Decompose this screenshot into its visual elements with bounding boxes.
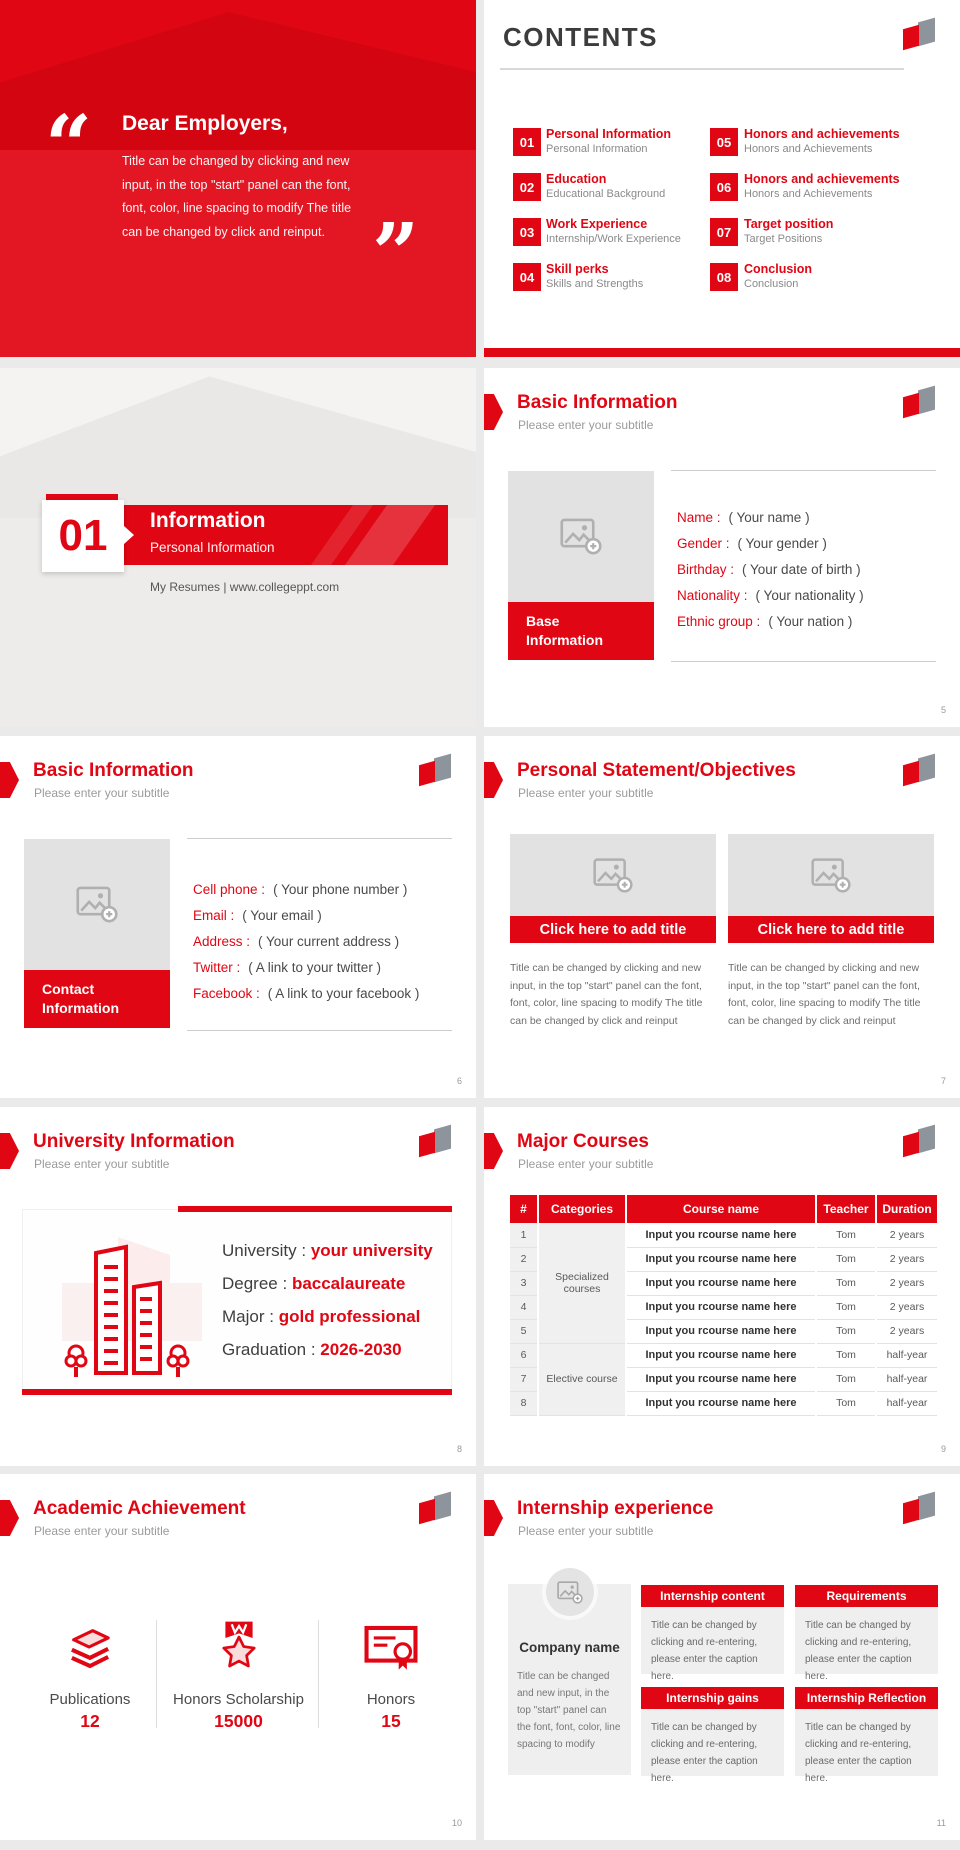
image-placeholder-icon [593, 858, 633, 893]
page-title: Personal Statement/Objectives [517, 760, 796, 781]
page-subtitle: Please enter your subtitle [518, 786, 654, 800]
page-subtitle: Please enter your subtitle [518, 1157, 654, 1171]
divider-top [187, 838, 452, 839]
contents-item-num: 03 [513, 218, 541, 246]
brand-logo-icon [898, 1125, 944, 1161]
field-label: Cell phone : [193, 881, 266, 897]
field-label: Email : [193, 907, 235, 923]
stat-label: Honors [366, 1691, 416, 1708]
contents-item[interactable] [744, 172, 900, 201]
contents-item-title: Skill perks [546, 262, 609, 276]
quote-body: Title can be changed by clicking and new input, in the top "start" panel can the font, font, color, line spacing to modify The title can be changed by click and reinput. [122, 154, 352, 239]
cell-course: Input you rcourse name here [626, 1271, 816, 1295]
contents-item[interactable] [546, 172, 665, 201]
stat-publications [14, 1618, 166, 1732]
field-label: Graduation : [222, 1340, 316, 1359]
slide-internship-experience[interactable] [484, 1474, 960, 1840]
page-subtitle: Please enter your subtitle [518, 1524, 654, 1538]
cell-num: 7 [510, 1367, 538, 1391]
company-caption: Title can be changed and new input, in the top "start" panel can the font, font, color, line spacing to modify [517, 1671, 621, 1750]
page-subtitle: Please enter your subtitle [34, 1524, 170, 1538]
divider-bottom [671, 661, 936, 662]
field-row [677, 530, 864, 556]
contents-item-title: Honors and achievements [744, 127, 900, 141]
cell-teacher: Tom [816, 1223, 876, 1247]
contact-information-label: Contact Information [42, 981, 119, 1016]
divider-top [671, 470, 936, 471]
contents-item[interactable] [744, 127, 900, 156]
contents-title: CONTENTS [503, 22, 658, 52]
logo-grey-flag [918, 1125, 935, 1154]
contents-item-num: 06 [710, 173, 738, 201]
contents-item-num: 01 [513, 128, 541, 156]
contents-item-title: Work Experience [546, 217, 648, 231]
field-value: ( Your name ) [728, 509, 810, 525]
field-label: Gender : [677, 535, 730, 551]
contents-item-title: Honors and achievements [744, 172, 900, 186]
page-number: 10 [451, 1818, 462, 1828]
slide-academic-achievement[interactable] [0, 1474, 476, 1840]
internship-box-body: Title can be changed by clicking and re-entering, please enter the caption here. [795, 1709, 938, 1776]
contents-item-num: 05 [710, 128, 738, 156]
contact-information-box [24, 970, 170, 1028]
section-number: 01 [58, 511, 108, 560]
courses-table [510, 1195, 939, 1416]
field-label: Birthday : [677, 561, 735, 577]
logo-red-flag [903, 1132, 919, 1158]
logo-red-flag [419, 1132, 435, 1158]
logo-red-flag [903, 1499, 919, 1525]
logo-grey-flag [434, 1125, 451, 1154]
card-body-text: Title can be changed by clicking and new input, in the top "start" panel can the font, font, color, line spacing to modify The title can be changed by click and reinput [510, 962, 703, 1027]
contents-item-sub: Conclusion [744, 278, 799, 290]
cell-course: Input you rcourse name here [626, 1319, 816, 1343]
cell-duration: half-year [876, 1391, 938, 1415]
field-value: ( A link to your facebook ) [267, 985, 420, 1001]
field-value: ( Your nationality ) [755, 587, 864, 603]
internship-box-title: Internship content [641, 1585, 784, 1607]
stat-value: 15 [381, 1711, 401, 1731]
title-arrow-icon [484, 394, 503, 430]
logo-red-flag [903, 393, 919, 419]
stat-divider [318, 1620, 319, 1728]
cell-course: Input you rcourse name here [626, 1295, 816, 1319]
contents-item-sub: Internship/Work Experience [546, 233, 681, 245]
logo-grey-flag [434, 754, 451, 783]
logo-grey-flag [918, 754, 935, 783]
contents-item-num: 07 [710, 218, 738, 246]
quote-heading: Dear Employers, [122, 112, 288, 135]
field-label: Name : [677, 509, 721, 525]
field-value: ( Your email ) [242, 907, 322, 923]
field-row [677, 608, 864, 634]
field-row [222, 1307, 433, 1340]
brand-logo-icon [898, 1492, 944, 1528]
slide-quote[interactable] [0, 0, 476, 357]
col-header: Course name [626, 1195, 816, 1223]
image-placeholder-icon [560, 518, 602, 555]
photo-placeholder[interactable] [728, 834, 934, 916]
page-title: Basic Information [33, 760, 194, 781]
cell-duration: half-year [876, 1343, 938, 1367]
cell-duration: 2 years [876, 1319, 938, 1343]
section-subtitle: Personal Information [150, 540, 275, 555]
basic-fields [677, 504, 864, 634]
field-row [222, 1241, 433, 1274]
field-value: gold professional [278, 1307, 421, 1326]
cell-teacher: Tom [816, 1247, 876, 1271]
internship-box-body: Title can be changed by clicking and re-entering, please enter the caption here. [641, 1607, 784, 1674]
title-arrow-icon [484, 762, 503, 798]
field-value: 2026-2030 [320, 1340, 402, 1359]
field-row [677, 504, 864, 530]
cell-num: 8 [510, 1391, 538, 1415]
field-row [222, 1340, 433, 1373]
page-number: 11 [936, 1818, 946, 1828]
table-row [510, 1343, 938, 1367]
table-row [510, 1223, 938, 1247]
field-label: Ethnic group : [677, 613, 761, 629]
title-arrow-icon [0, 1133, 19, 1169]
divider-bottom [187, 1030, 452, 1031]
contents-item-num: 08 [710, 263, 738, 291]
contents-item-title: Education [546, 172, 607, 186]
cell-teacher: Tom [816, 1367, 876, 1391]
photo-placeholder[interactable] [508, 471, 654, 602]
cell-num: 4 [510, 1295, 538, 1319]
slide-basic-information[interactable] [484, 368, 960, 727]
cell-teacher: Tom [816, 1343, 876, 1367]
title-arrow-icon [484, 1500, 503, 1536]
stat-divider [156, 1620, 157, 1728]
brand-logo-icon [414, 1125, 460, 1161]
field-row [677, 582, 864, 608]
contents-item[interactable] [546, 262, 643, 291]
contents-item-num: 02 [513, 173, 541, 201]
cell-teacher: Tom [816, 1271, 876, 1295]
field-value: baccalaureate [291, 1274, 406, 1293]
internship-box-body: Title can be changed by clicking and re-entering, please enter the caption here. [641, 1709, 784, 1776]
stat-label: Honors Scholarship [173, 1691, 304, 1708]
contents-item-num: 04 [513, 263, 541, 291]
field-row [193, 876, 419, 902]
slide-personal-statement[interactable] [484, 736, 960, 1098]
medal-icon [210, 1618, 268, 1676]
statement-card[interactable] [510, 834, 716, 1030]
cell-course: Input you rcourse name here [626, 1223, 816, 1247]
contents-item-sub: Honors and Achievements [744, 188, 873, 200]
page-number: 5 [940, 705, 946, 715]
page-title: University Information [33, 1131, 235, 1152]
section-credit: My Resumes | www.collegeppt.com [150, 580, 340, 594]
contents-item-sub: Honors and Achievements [744, 143, 873, 155]
contents-item-title: Target position [744, 217, 834, 231]
col-header: Teacher [816, 1195, 876, 1223]
cell-num: 3 [510, 1271, 538, 1295]
field-label: Twitter : [193, 959, 241, 975]
field-value: your university [310, 1241, 433, 1260]
page-title: Academic Achievement [33, 1498, 246, 1519]
cell-course: Input you rcourse name here [626, 1391, 816, 1415]
cell-category: Elective course [538, 1343, 626, 1415]
title-arrow-icon [484, 1133, 503, 1169]
image-placeholder-icon [557, 1581, 583, 1604]
col-header: # [510, 1195, 538, 1223]
page-title: Basic Information [517, 392, 678, 413]
stat-value: 15000 [214, 1711, 263, 1731]
contents-item-title: Personal Information [546, 127, 672, 141]
contents-item[interactable] [744, 217, 833, 246]
logo-red-flag [419, 1499, 435, 1525]
field-value: ( Your current address ) [258, 933, 400, 949]
title-divider [500, 68, 904, 70]
company-avatar[interactable] [546, 1568, 594, 1616]
cell-teacher: Tom [816, 1391, 876, 1415]
field-row [193, 980, 419, 1006]
cell-num: 1 [510, 1223, 538, 1247]
cell-num: 6 [510, 1343, 538, 1367]
cell-duration: 2 years [876, 1271, 938, 1295]
photo-placeholder[interactable] [510, 834, 716, 916]
cell-teacher: Tom [816, 1319, 876, 1343]
page-title: Internship experience [517, 1498, 714, 1519]
field-label: Degree : [222, 1274, 288, 1293]
cell-duration: half-year [876, 1367, 938, 1391]
contents-item[interactable] [546, 217, 681, 246]
brand-logo-icon [898, 386, 944, 422]
logo-grey-flag [918, 386, 935, 415]
section-notch [124, 526, 134, 544]
page-subtitle: Please enter your subtitle [34, 1157, 170, 1171]
logo-red-flag [903, 761, 919, 787]
image-placeholder-icon [76, 886, 118, 923]
internship-box-body: Title can be changed by clicking and re-entering, please enter the caption here. [795, 1607, 938, 1674]
contents-footer-bar [484, 348, 960, 357]
cell-teacher: Tom [816, 1295, 876, 1319]
slide-contents[interactable] [484, 0, 960, 357]
logo-grey-flag [918, 18, 935, 47]
table-header-row [510, 1195, 938, 1223]
base-information-label: Base Information [526, 613, 603, 648]
page-number: 8 [456, 1444, 462, 1454]
page-number: 7 [940, 1076, 946, 1086]
internship-box-title: Requirements [795, 1585, 938, 1607]
title-arrow-icon [0, 762, 19, 798]
cell-duration: 2 years [876, 1247, 938, 1271]
field-value: ( A link to your twitter ) [248, 959, 382, 975]
col-header: Categories [538, 1195, 626, 1223]
brand-logo-icon [414, 1492, 460, 1528]
base-information-box [508, 602, 654, 660]
page-subtitle: Please enter your subtitle [34, 786, 170, 800]
stat-value: 12 [80, 1711, 100, 1731]
page-number: 9 [940, 1444, 946, 1454]
field-row [222, 1274, 433, 1307]
slide-section-01[interactable] [0, 368, 476, 727]
stat-label: Publications [49, 1691, 131, 1708]
card-title-bar[interactable]: Click here to add title [510, 916, 716, 943]
cell-num: 5 [510, 1319, 538, 1343]
certificate-icon [362, 1618, 420, 1676]
logo-grey-flag [918, 1492, 935, 1521]
quote-close-mark: ” [372, 218, 420, 278]
field-row [193, 902, 419, 928]
stat-honors-scholarship [160, 1618, 317, 1732]
field-value: ( Your phone number ) [273, 881, 408, 897]
slide-contact-information[interactable] [0, 736, 476, 1098]
cell-course: Input you rcourse name here [626, 1367, 816, 1391]
cell-course: Input you rcourse name here [626, 1247, 816, 1271]
section-title: Information [150, 509, 266, 532]
page-title: Major Courses [517, 1131, 649, 1152]
field-label: Major : [222, 1307, 274, 1326]
field-row [193, 928, 419, 954]
field-row [193, 954, 419, 980]
contents-item-title: Conclusion [744, 262, 813, 276]
title-arrow-icon [0, 1500, 19, 1536]
internship-box-title: Internship gains [641, 1687, 784, 1709]
logo-grey-flag [434, 1492, 451, 1521]
card-body-text: Title can be changed by clicking and new input, in the top "start" panel can the font, font, color, line spacing to modify The title can be changed by click and reinput [728, 962, 921, 1027]
brand-logo-icon [898, 18, 944, 54]
page-subtitle: Please enter your subtitle [518, 418, 654, 432]
statement-card[interactable] [728, 834, 934, 1030]
contents-item-sub: Educational Background [546, 188, 666, 200]
card-title-bar[interactable]: Click here to add title [728, 916, 934, 943]
cell-num: 2 [510, 1247, 538, 1271]
page-number: 6 [456, 1076, 462, 1086]
slide-major-courses[interactable] [484, 1107, 960, 1466]
contents-item[interactable] [744, 262, 812, 291]
field-label: University : [222, 1241, 307, 1260]
contents-item-sub: Personal Information [546, 143, 648, 155]
logo-red-flag [419, 761, 435, 787]
logo-red-flag [903, 25, 919, 51]
cell-duration: 2 years [876, 1295, 938, 1319]
image-placeholder-icon [811, 858, 851, 893]
field-label: Facebook : [193, 985, 260, 1001]
contents-item-sub: Target Positions [744, 233, 823, 245]
field-label: Address : [193, 933, 251, 949]
field-value: ( Your nation ) [768, 613, 853, 629]
field-label: Nationality : [677, 587, 748, 603]
quote-open-mark: “ [45, 110, 93, 170]
cell-course: Input you rcourse name here [626, 1343, 816, 1367]
field-value: ( Your gender ) [737, 535, 827, 551]
internship-box-title: Internship Reflection [795, 1687, 938, 1709]
brand-logo-icon [414, 754, 460, 790]
photo-placeholder[interactable] [24, 839, 170, 970]
stat-honors [322, 1618, 460, 1732]
cell-category: Specialized courses [538, 1223, 626, 1343]
section-number-box [42, 500, 124, 572]
field-value: ( Your date of birth ) [742, 561, 861, 577]
contents-item-sub: Skills and Strengths [546, 278, 644, 290]
university-fields [222, 1241, 433, 1373]
publications-icon [61, 1618, 119, 1676]
field-row [677, 556, 864, 582]
university-building-illustration [50, 1225, 215, 1391]
company-name: Company name [519, 1640, 620, 1655]
cell-duration: 2 years [876, 1223, 938, 1247]
col-header: Duration [876, 1195, 938, 1223]
slide-university-information[interactable] [0, 1107, 476, 1466]
brand-logo-icon [898, 754, 944, 790]
card-top-accent-line [178, 1206, 452, 1212]
contact-fields [193, 876, 419, 1006]
contents-item[interactable] [546, 127, 671, 156]
